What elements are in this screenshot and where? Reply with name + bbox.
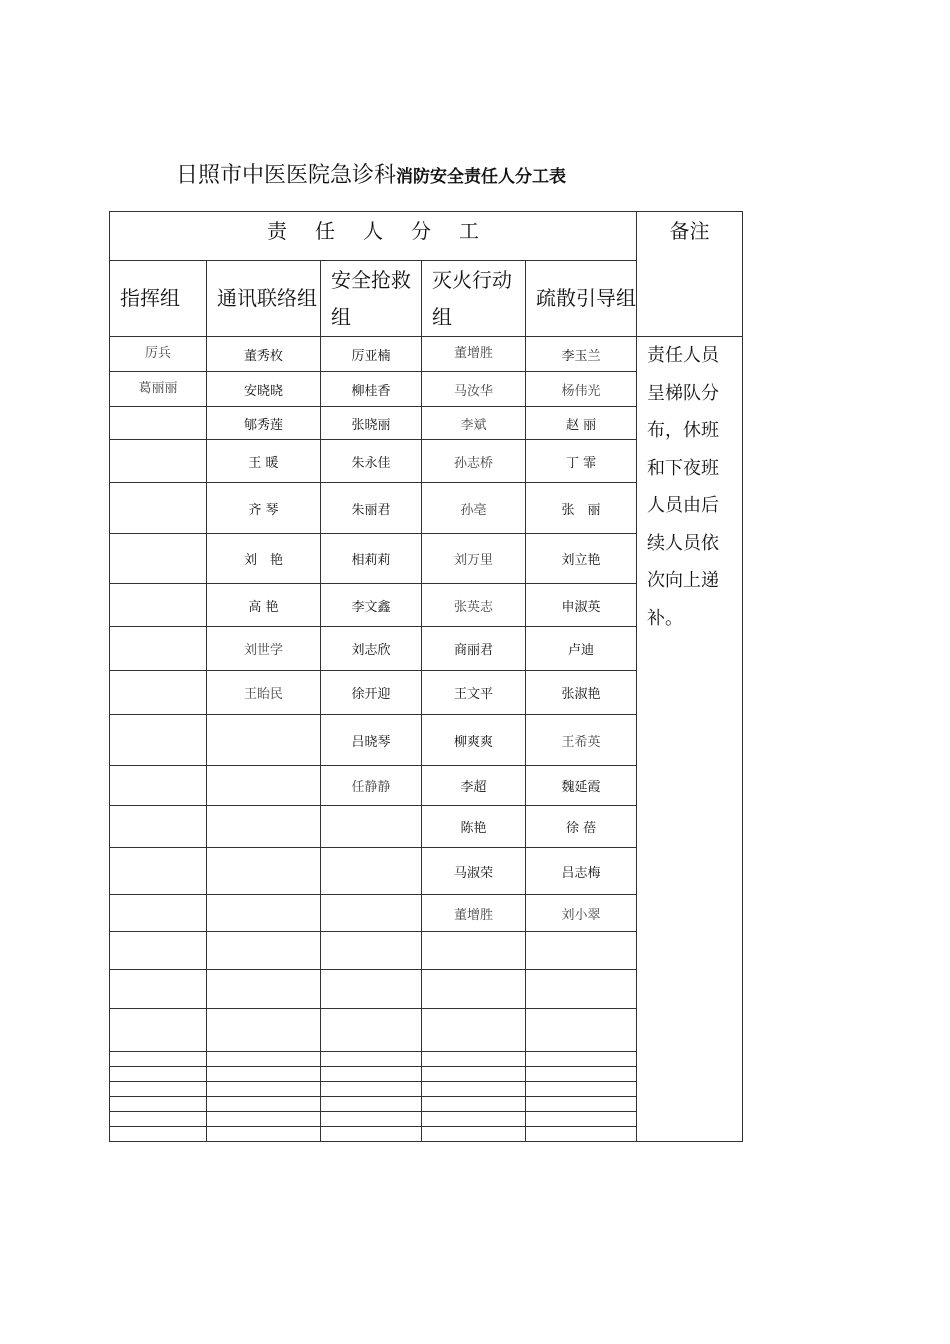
cell-rescue [321,1127,422,1142]
header-group-evacuation: 疏散引导组 [526,261,637,337]
cell-firefighting: 马汝华 [422,372,526,407]
cell-evacuation: 张 丽 [526,483,637,534]
document-title [176,158,566,189]
cell-rescue [321,895,422,932]
header-note: 备注 [637,212,743,337]
cell-firefighting: 马淑荣 [422,848,526,895]
header-group-communication: 通讯联络组 [207,261,321,337]
cell-command [110,1009,207,1052]
cell-rescue [321,1009,422,1052]
cell-rescue [321,1082,422,1097]
cell-rescue: 相莉莉 [321,534,422,584]
cell-communication: 刘世学 [207,627,321,671]
cell-communication [207,1082,321,1097]
cell-firefighting: 王文平 [422,671,526,715]
cell-rescue: 徐开迎 [321,671,422,715]
cell-firefighting [422,932,526,970]
cell-evacuation [526,1097,637,1112]
cell-communication [207,895,321,932]
cell-command [110,1052,207,1067]
cell-command [110,970,207,1009]
cell-evacuation: 卢迪 [526,627,637,671]
cell-command [110,440,207,483]
table-row [110,337,743,372]
cell-communication [207,766,321,806]
cell-communication: 郇秀莲 [207,407,321,440]
header-row-main [110,212,743,261]
cell-rescue: 刘志欣 [321,627,422,671]
cell-rescue [321,1097,422,1112]
cell-communication [207,806,321,848]
cell-communication: 王 暖 [207,440,321,483]
header-responsibility: 责任人分工 [110,212,637,261]
cell-firefighting [422,970,526,1009]
cell-evacuation: 李玉兰 [526,337,637,372]
cell-command [110,766,207,806]
cell-firefighting [422,1052,526,1067]
cell-evacuation: 杨伟光 [526,372,637,407]
cell-rescue [321,806,422,848]
cell-command [110,1097,207,1112]
cell-firefighting [422,1127,526,1142]
cell-rescue: 朱丽君 [321,483,422,534]
cell-evacuation [526,1052,637,1067]
cell-communication: 王眙民 [207,671,321,715]
cell-firefighting: 刘万里 [422,534,526,584]
remark-cell: 责任人员呈梯队分布，休班和下夜班人员由后续人员依次向上递补。 [637,337,743,1142]
cell-command [110,627,207,671]
cell-evacuation [526,932,637,970]
duty-table [109,211,743,1142]
cell-evacuation: 徐 蓓 [526,806,637,848]
cell-rescue [321,1067,422,1082]
cell-communication: 刘 艳 [207,534,321,584]
cell-command [110,932,207,970]
cell-rescue: 厉亚楠 [321,337,422,372]
cell-rescue: 任静静 [321,766,422,806]
cell-firefighting: 张英志 [422,584,526,627]
cell-communication [207,1067,321,1082]
cell-firefighting [422,1097,526,1112]
cell-evacuation: 张淑艳 [526,671,637,715]
cell-communication [207,1097,321,1112]
cell-evacuation [526,1082,637,1097]
cell-command [110,483,207,534]
cell-command [110,1067,207,1082]
cell-communication: 安晓晓 [207,372,321,407]
cell-command: 葛丽丽 [110,372,207,407]
cell-command [110,848,207,895]
cell-evacuation: 赵 丽 [526,407,637,440]
cell-evacuation [526,1112,637,1127]
cell-rescue [321,848,422,895]
cell-firefighting: 孙亳 [422,483,526,534]
title-part-hospital: 日照市中医医院急诊科 [176,163,397,188]
cell-rescue [321,932,422,970]
cell-communication [207,1112,321,1127]
cell-command [110,534,207,584]
cell-command [110,715,207,766]
cell-firefighting [422,1082,526,1097]
header-group-rescue: 安全抢救组 [321,261,422,337]
cell-rescue [321,1112,422,1127]
cell-firefighting: 孙志桥 [422,440,526,483]
cell-command: 厉兵 [110,337,207,372]
cell-firefighting: 董增胜 [422,895,526,932]
title-part-table: 消防安全责任人分工表 [396,167,567,187]
cell-command [110,806,207,848]
cell-evacuation: 刘立艳 [526,534,637,584]
cell-command [110,671,207,715]
cell-rescue [321,1052,422,1067]
cell-rescue: 李文鑫 [321,584,422,627]
cell-rescue: 张晓丽 [321,407,422,440]
cell-evacuation [526,1127,637,1142]
header-group-firefighting: 灭火行动组 [422,261,526,337]
cell-firefighting [422,1009,526,1052]
cell-communication: 董秀枚 [207,337,321,372]
cell-communication: 齐 琴 [207,483,321,534]
cell-firefighting: 商丽君 [422,627,526,671]
cell-communication [207,1127,321,1142]
cell-communication [207,715,321,766]
cell-firefighting: 李斌 [422,407,526,440]
cell-firefighting: 李超 [422,766,526,806]
cell-evacuation [526,1067,637,1082]
cell-evacuation: 申淑英 [526,584,637,627]
cell-rescue [321,970,422,1009]
cell-command [110,895,207,932]
cell-command [110,584,207,627]
cell-communication [207,970,321,1009]
cell-firefighting: 陈艳 [422,806,526,848]
cell-command [110,1112,207,1127]
cell-firefighting [422,1067,526,1082]
cell-communication [207,1052,321,1067]
cell-communication [207,848,321,895]
cell-command [110,1127,207,1142]
cell-communication [207,1009,321,1052]
cell-evacuation: 王希英 [526,715,637,766]
cell-command [110,407,207,440]
cell-evacuation: 刘小翠 [526,895,637,932]
header-group-command: 指挥组 [110,261,207,337]
cell-firefighting [422,1112,526,1127]
cell-communication [207,932,321,970]
cell-firefighting: 柳爽爽 [422,715,526,766]
cell-rescue: 朱永佳 [321,440,422,483]
cell-evacuation: 魏延霞 [526,766,637,806]
cell-command [110,1082,207,1097]
cell-evacuation: 丁 霏 [526,440,637,483]
cell-rescue: 柳桂香 [321,372,422,407]
cell-firefighting: 董增胜 [422,337,526,372]
cell-evacuation [526,1009,637,1052]
cell-rescue: 吕晓琴 [321,715,422,766]
cell-evacuation: 吕志梅 [526,848,637,895]
cell-communication: 高 艳 [207,584,321,627]
cell-evacuation [526,970,637,1009]
